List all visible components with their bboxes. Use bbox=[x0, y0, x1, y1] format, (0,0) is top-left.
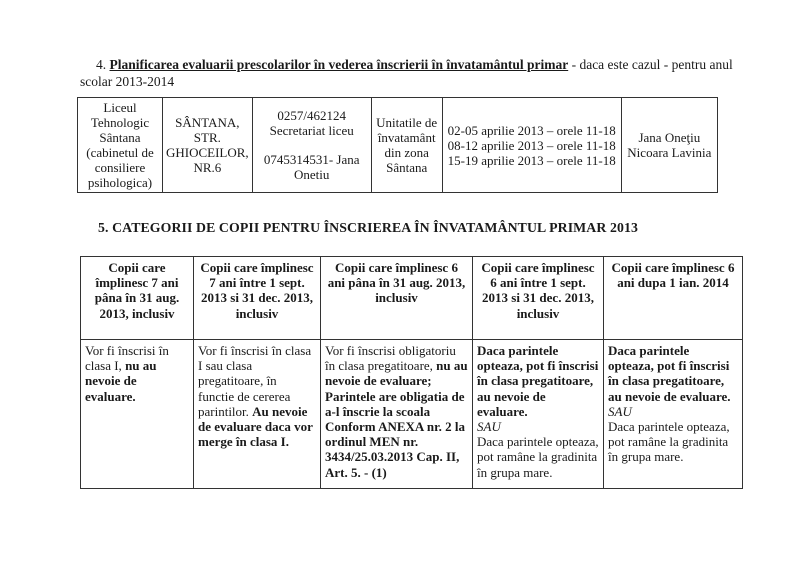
category-cell-4 bbox=[473, 340, 604, 489]
section-4-tail: - daca este cazul - pentru anul scolar 2013-2014 bbox=[80, 57, 733, 89]
person-name: Jana Oneţiu bbox=[638, 130, 701, 145]
section-5-title: 5. CATEGORII DE COPII PENTRU ÎNSCRIEREA ÎN ÎNVATAMÂNTUL PRIMAR 2013 bbox=[98, 220, 638, 235]
phone-1: 0257/462124 bbox=[277, 108, 346, 123]
phone-2: 0745314531- Jana Onetiu bbox=[263, 152, 360, 182]
date-line: 02-05 aprilie 2013 – orele 11-18 bbox=[447, 122, 616, 138]
phone-1-label: Secretariat liceu bbox=[269, 123, 354, 138]
date-line: 08-12 aprilie 2013 – orele 11-18 bbox=[447, 137, 616, 153]
person-name: Nicoara Lavinia bbox=[627, 145, 712, 160]
table-header-row bbox=[81, 257, 743, 340]
children-categories-table bbox=[80, 256, 743, 489]
cell-text: Vor fi înscrisi în clasa I sau clasa pregatitoare, în functie de cererea parintilor. bbox=[198, 343, 312, 419]
cell-text: Vor fi înscrisi în clasa I, bbox=[85, 343, 169, 374]
spacer bbox=[256, 138, 368, 152]
table-row bbox=[78, 98, 718, 193]
cell-text-bold: nu au nevoie de evaluare; Parintele are obligatia de a-l înscrie la scoala Conform ANEXA nr. 2 la ordinul MEN nr. 3434/25.03.2013 Cap. II, Art. 5. - (1) bbox=[325, 358, 468, 480]
persons-cell bbox=[621, 98, 717, 193]
cell-text-or: SAU bbox=[608, 403, 632, 419]
address-cell: SÂNTANA, STR. GHIOCEILOR, NR.6 bbox=[163, 98, 253, 193]
evaluation-schedule-table bbox=[77, 97, 718, 193]
column-header: Copii care împlinesc 6 ani pâna în 31 aug. 2013, inclusiv bbox=[321, 257, 473, 340]
cell-text-or: SAU bbox=[477, 419, 501, 435]
column-header: Copii care împlinesc 7 ani între 1 sept. 2013 si 31 dec. 2013, inclusiv bbox=[194, 257, 321, 340]
units-cell: Unitatile de învatamânt din zona Sântana bbox=[371, 98, 442, 193]
category-cell-3 bbox=[321, 340, 473, 489]
school-cell: Liceul Tehnologic Sântana (cabinetul de consiliere psihologica) bbox=[78, 98, 163, 193]
category-cell-5 bbox=[604, 340, 743, 489]
dates-cell bbox=[442, 98, 621, 193]
column-header: Copii care împlinesc 7 ani pâna în 31 aug. 2013, inclusiv bbox=[81, 257, 194, 340]
cell-text-bold: nu au nevoie de evaluare. bbox=[85, 358, 157, 404]
cell-text: Vor fi înscrisi obligatoriu în clasa pregatitoare, bbox=[325, 343, 456, 374]
date-line: 15-19 aprilie 2013 – orele 11-18 bbox=[447, 152, 616, 168]
cell-text-bold: Au nevoie de evaluare daca vor merge în clasa I. bbox=[198, 403, 313, 450]
category-cell-1 bbox=[81, 340, 194, 489]
section-4-paragraph bbox=[80, 56, 760, 90]
cell-text-bold: Daca parintele opteaza, pot fi înscrisi în clasa pregatitoare, au nevoie de evaluare. bbox=[608, 343, 731, 404]
table-row bbox=[81, 340, 743, 489]
phone-cell bbox=[252, 98, 371, 193]
category-cell-2 bbox=[194, 340, 321, 489]
cell-text: Daca parintele opteaza, pot ramâne la gradinita în grupa mare. bbox=[608, 419, 730, 465]
cell-text-bold: Daca parintele opteaza, pot fi înscrisi în clasa pregatitoare, au nevoie de evaluare. bbox=[477, 343, 599, 419]
section-4-heading: Planificarea evaluarii prescolarilor în vederea înscrierii în învatamântul primar bbox=[109, 57, 569, 72]
column-header: Copii care împlinesc 6 ani între 1 sept. 2013 si 31 dec. 2013, inclusiv bbox=[473, 257, 604, 340]
section-4-number: 4. bbox=[96, 57, 107, 72]
cell-text: Daca parintele opteaza, pot ramâne la gradinita în grupa mare. bbox=[477, 434, 599, 480]
column-header: Copii care împlinesc 6 ani dupa 1 ian. 2014 bbox=[604, 257, 743, 340]
